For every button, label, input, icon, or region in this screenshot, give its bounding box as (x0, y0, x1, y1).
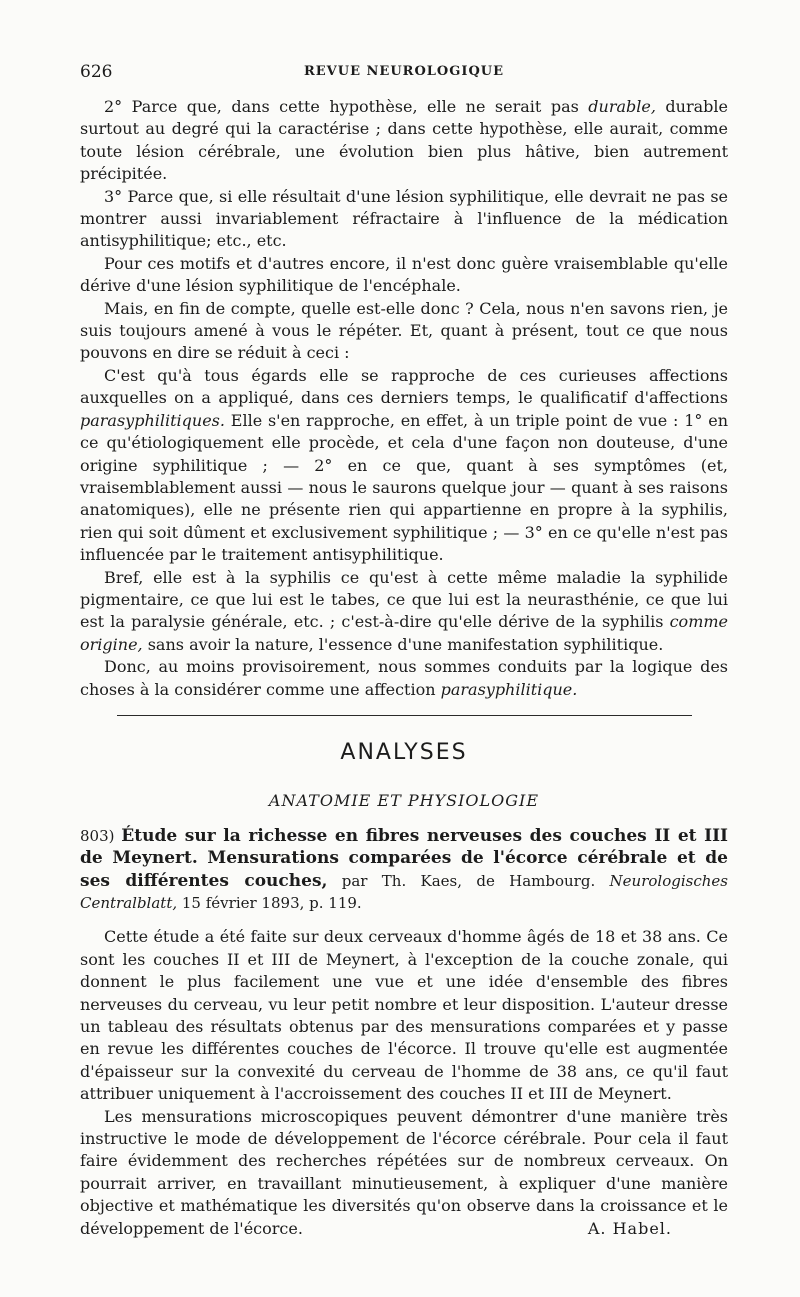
paragraph: C'est qu'à tous égards elle se rapproche de ces curieuses affections auxquelles on a appliqué, dans ces derniers temps, le qualificatif d'affections parasyphilitiques. Elle s'en rapproche, en effet, à un triple point de vue : 1° en ce qu'étiologiquement elle procède, et cela d'une façon non douteuse, d'une origine syphilitique ; — 2° en ce que, quant à ses symptômes (et, vraisemblablement aussi — nous le saurons quelque jour — quant à ses raisons anatomiques), elle ne présente rien qui appartienne en propre à la syphilis, rien qui soit dûment et exclusivement syphilitique ; — 3° en ce qu'elle n'est pas influencée par le traitement antisyphilitique. (80, 365, 728, 565)
analysis-paragraph: Les mensurations microscopiques peuvent démontrer d'une manière très instructive le mode de développement de l'écorce cérébrale. Pour cela il faut faire évidemment des recherches répétées sur de nombreux cerveaux. On pourrait arriver, en travaillant minutieusement, à expliquer d'une manière objective et mathématique les diversités qu'on observe dans la croissance et le développement de l'écorce. A. Habel. (80, 1106, 728, 1240)
article-body (80, 96, 728, 1240)
entry-date: 15 février 1893, p. 119. (177, 894, 362, 912)
paragraph: Bref, elle est à la syphilis ce qu'est à cette même maladie la syphilide pigmentaire, ce que lui est le tabes, ce que lui est la neurasthénie, ce que lui est la paralysie générale, etc. ; c'est-à-dire qu'elle dérive de la syphilis comme origine, sans avoir la nature, l'essence d'une manifestation syphilitique. (80, 567, 728, 654)
analysis-paragraph: Cette étude a été faite sur deux cerveaux d'homme âgés de 18 et 38 ans. Ce sont les couches II et III de Meynert, à l'exception de la couche zonale, qui donnent le plus facilement une vue et une idée d'ensemble des fibres nerveuses du cerveau, vu leur petit nombre et leur disposition. L'auteur dresse un tableau des résultats obtenus par des mensurations comparées et y passe en revue les différentes couches de l'écorce. Il trouve qu'elle est augmentée d'épaisseur sur la convexité du cerveau de l'homme de 38 ans, ce qu'il faut attribuer uniquement à l'accroissement des couches II et III de Meynert. (80, 927, 728, 1104)
entry-journal: Neurologisches Centralblatt, (80, 871, 728, 912)
section-divider (117, 715, 692, 716)
paragraph: Mais, en fin de compte, quelle est-elle donc ? Cela, nous n'en savons rien, je suis toujours amené à vous le répéter. Et, quant à présent, tout ce que nous pouvons en dire se réduit à ceci : (80, 298, 728, 363)
paragraph: Donc, au moins provisoirement, nous sommes conduits par la logique des choses à la considérer comme une affection parasyphilitique. (80, 657, 728, 699)
section-title: ANALYSES (340, 739, 468, 765)
paragraph: 3° Parce que, si elle résultait d'une lésion syphilitique, elle devrait ne pas se montrer aussi invariablement réfractaire à l'influence de la médication antisyphilitique; etc., etc. (80, 186, 728, 251)
paragraph: Pour ces motifs et d'autres encore, il n'est donc guère vraisemblable qu'elle dérive d'une lésion syphilitique de l'encéphale. (80, 253, 728, 296)
entry-author: Th. Kaes (381, 871, 458, 890)
page-number: 626 (80, 62, 113, 82)
entry-number: 803) (80, 826, 115, 845)
running-title: REVUE NEUROLOGIQUE (303, 64, 505, 79)
page-header (80, 62, 728, 86)
subsection-title: ANATOMIE ET PHYSIOLOGIE (268, 791, 540, 811)
entry-title: Étude sur la richesse en fibres nerveuses des couches II et III de Meynert. Mensurations comparées de l'écorce cérébrale et de ses différentes couches, (80, 825, 728, 891)
analysis-entry-heading: 803) Étude sur la richesse en fibres nerveuses des couches II et III de Meynert. Mensurations comparées de l'écorce cérébrale et de ses différentes couches, par Th. Kaes, de Hambourg. Neurologisches Centralblatt, 15 février 1893, p. 119. (80, 825, 728, 912)
signature: A. Habel. (587, 1218, 672, 1238)
paragraph: 2° Parce que, dans cette hypothèse, elle ne serait pas durable, durable surtout au degré qui la caractérise ; dans cette hypothèse, elle aurait, comme toute lésion cérébrale, une évolution bien plus hâtive, bien autrement précipitée. (80, 97, 728, 184)
